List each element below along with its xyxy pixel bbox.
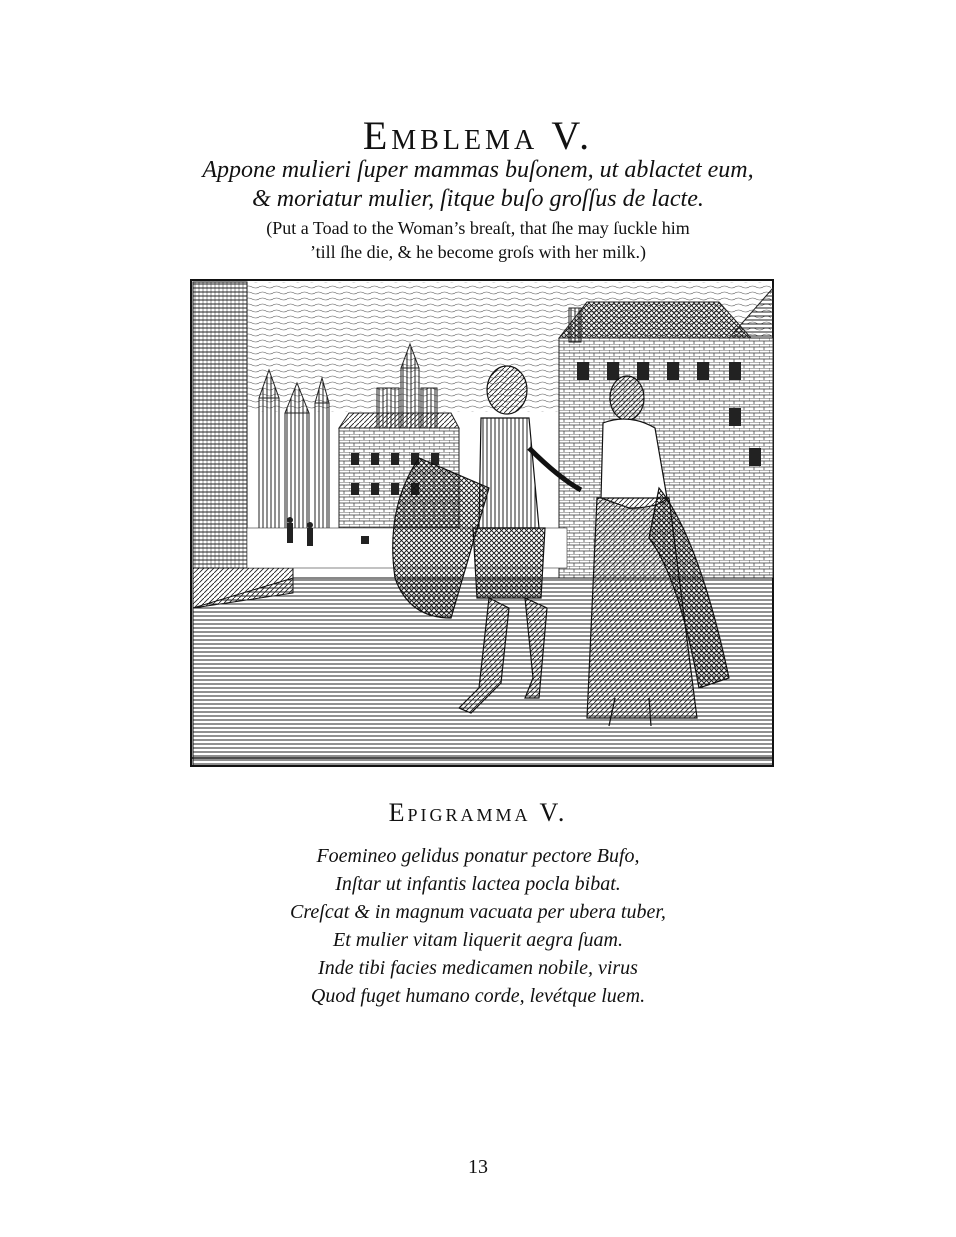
page-number: 13 — [468, 1156, 488, 1178]
poem-line: Foemineo gelidus ponatur pectore Bufo, — [316, 845, 640, 867]
latin-line: Appone mulieri ſuper mammas buſonem, ut ablactet eum, — [202, 157, 754, 183]
epigram-title: Epigramma V. — [388, 798, 568, 827]
translation-line: ’till ſhe die, & he become groſs with her milk.) — [309, 242, 647, 262]
poem-line: Inde tibi facies medicamen nobile, virus — [318, 957, 638, 979]
poem-line: Quod fuget humano corde, levétque luem. — [310, 985, 646, 1007]
emblem-title: Emblema V. — [362, 113, 594, 158]
poem-line: Creſcat & in magnum vacuata per ubera tuber, — [290, 901, 666, 923]
poem-line: Et mulier vitam liquerit aegra ſuam. — [333, 929, 623, 951]
emblem-latin-motto — [0, 156, 956, 214]
epigram-poem — [0, 842, 956, 1010]
latin-line: & moriatur mulier, ſitque buſo groſſus de lacte. — [252, 186, 704, 212]
poem-line: Inſtar ut infantis lactea pocla bibat. — [335, 873, 621, 895]
emblem-translation — [0, 216, 956, 264]
emblem-engraving — [189, 278, 775, 770]
translation-line: (Put a Toad to the Woman’s breaſt, that ſhe may ſuckle him — [266, 218, 690, 238]
